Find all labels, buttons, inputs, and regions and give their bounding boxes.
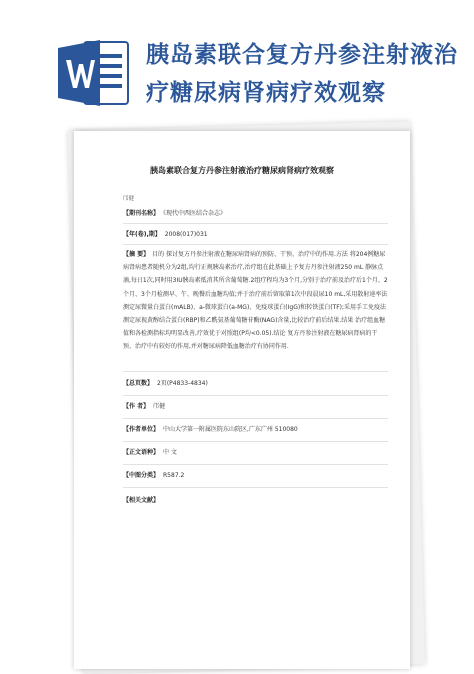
language-field: [123, 445, 388, 460]
document-page: [74, 131, 410, 669]
journal-value: 《现代中西医结合杂志》: [163, 210, 227, 217]
references-field: [123, 493, 388, 508]
clc-label: 【中图分类】: [123, 472, 160, 479]
divider: [123, 487, 388, 488]
header-title: 胰岛素联合复方丹参注射液治疗糖尿病肾病疗效观察: [146, 42, 458, 106]
affiliation-label: 【作者单位】: [123, 426, 160, 433]
abstract-value: 目的 探讨复方丹参注射液在糖尿病肾病的预防、干预、治疗中的作用.方法 将204例糖尿病肾病患者随机分为2组,均行正规胰岛素治疗,治疗组在此基础上予复方丹参注射液250 mL 静脉点滴,每日1次,同时用3IU胰岛素抵消其所含葡萄糖.2组疗程均为3个月,分别于治疗前及治疗后1个月、2个月、3个月检测早、午、晚餐后血糖均值;并于治疗前后留取第1次中段晨尿10 mL,采用散射速率法测定尿微量白蛋白(mALB)、a-微球蛋白(a-MG)、免疫球蛋白(IgG)和转铁蛋白(TF);采用手工免疫法测定尿视黄醇结合蛋白(RBP)和乙酰氨基葡萄糖苷酶(NAG)含量,比较治疗前后结果.结果 治疗组血糖值和各检测指标均明显改善,疗效优于对照组(P均<0.05).结论 复方丹参注射液在糖尿病肾病的干预、治疗中有较好的作用,并对糖尿病降低血糖治疗有协同作用.: [123, 251, 388, 351]
divider: [123, 441, 388, 442]
divider: [123, 418, 388, 419]
divider: [123, 244, 388, 245]
clc-field: [123, 468, 388, 483]
year-field: [123, 227, 388, 242]
affiliation-value: 中山大学第一附属医院东山院区,广东广州 510080: [163, 426, 298, 433]
year-value: 2008(017)031: [164, 231, 208, 238]
divider: [123, 395, 388, 396]
author-label: 【作 者】: [123, 403, 150, 410]
year-label: 【年(卷),期】: [123, 231, 161, 238]
document-title: 胰岛素联合复方丹参注射液治疗糖尿病肾病疗效观察: [150, 166, 334, 175]
pages-value: 2页(P4833-4834): [157, 380, 208, 387]
author-line: 邝健: [123, 196, 135, 202]
affiliation-field: [123, 422, 388, 437]
divider: [123, 371, 388, 372]
abstract-label: 【摘 要】: [123, 251, 150, 258]
author-value: 邝健: [153, 403, 166, 410]
clc-value: R587.2: [163, 472, 185, 479]
author-field: [123, 399, 388, 414]
journal-field: [123, 206, 388, 221]
references-label: 【相关文献】: [123, 497, 160, 504]
word-icon: [54, 34, 132, 112]
language-label: 【正文语种】: [123, 449, 160, 456]
pages-field: [123, 376, 388, 391]
pages-label: 【总页数】: [123, 380, 154, 387]
language-value: 中 文: [163, 449, 177, 456]
divider: [123, 464, 388, 465]
journal-label: 【期刊名称】: [123, 210, 160, 217]
abstract-field: [123, 248, 388, 354]
divider: [123, 223, 388, 224]
